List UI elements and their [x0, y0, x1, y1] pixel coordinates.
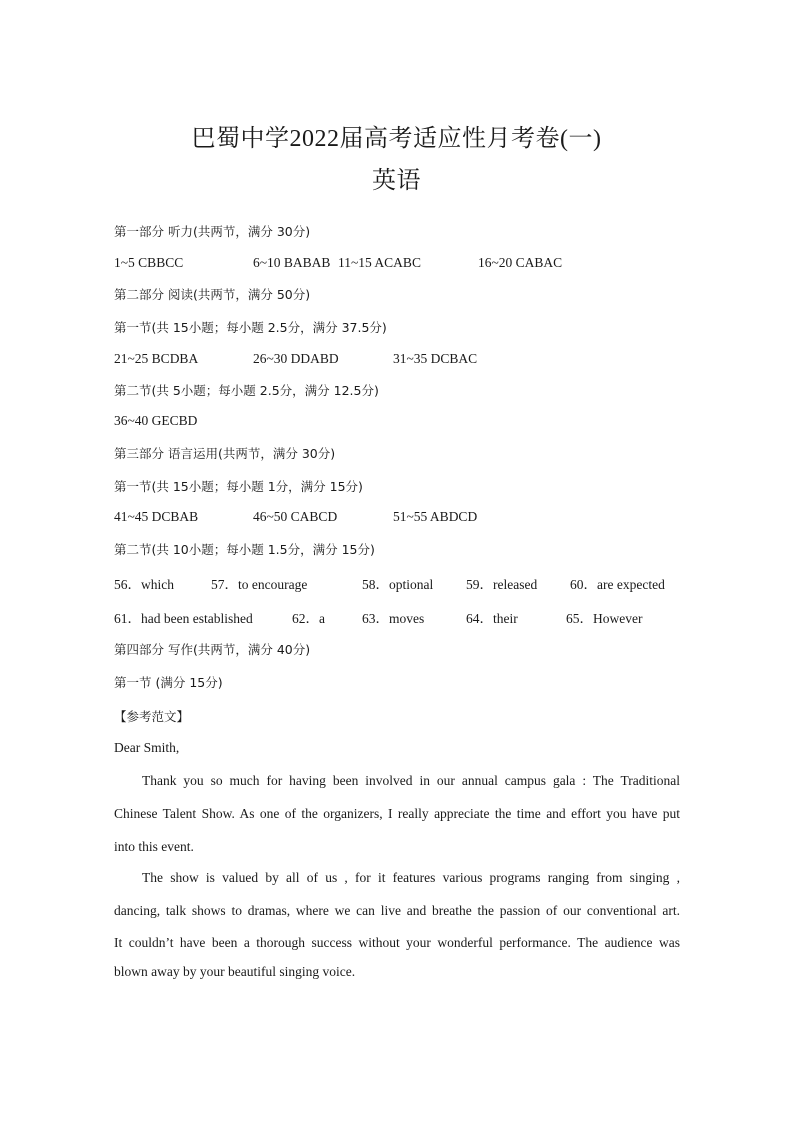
answer-group: 51~55 ABDCD — [393, 509, 478, 524]
answer-group: 36~40 GECBD — [114, 413, 198, 428]
part3-heading: 第三部分 语言运用(共两节，满分 30分) — [114, 446, 336, 461]
essay-line: dancing, talk shows to dramas, where we can live and breathe the passion of our conventional art. — [114, 903, 680, 918]
answer-group: 16~20 CABAC — [478, 255, 563, 270]
part3-section2-heading: 第二节(共 10小题；每小题 1.5分，满分 15分) — [114, 542, 375, 557]
page-title: 巴蜀中学2022届高考适应性月考卷(一) — [191, 126, 602, 152]
part1-heading: 第一部分 听力(共两节，满分 30分) — [114, 224, 311, 239]
answer-group: 31~35 DCBAC — [393, 351, 478, 366]
answer-item: 57．to encourage — [211, 577, 308, 592]
answer-group: 6~10 BABAB — [253, 255, 331, 270]
sample-essay-label: 【参考范文】 — [114, 709, 190, 724]
answer-item: 60．are expected — [570, 577, 665, 592]
subject-title: 英语 — [372, 168, 421, 194]
answer-item: 62．a — [292, 611, 325, 626]
part2-heading: 第二部分 阅读(共两节，满分 50分) — [114, 287, 311, 302]
answer-group: 46~50 CABCD — [253, 509, 338, 524]
answer-item: 61．had been established — [114, 611, 253, 626]
answer-item: 64．their — [466, 611, 518, 626]
answer-item: 56．which — [114, 577, 174, 592]
essay-line: It couldn’t have been a thorough success without your wonderful performance. The audience was — [114, 935, 680, 950]
answer-item: 65．However — [566, 611, 643, 626]
answer-item: 58．optional — [362, 577, 434, 592]
answer-group: 11~15 ACABC — [338, 255, 421, 270]
answer-group: 1~5 CBBCC — [114, 255, 184, 270]
part4-heading: 第四部分 写作(共两节，满分 40分) — [114, 642, 311, 657]
part2-section2-heading: 第二节(共 5小题；每小题 2.5分，满分 12.5分) — [114, 383, 379, 398]
answer-group: 26~30 DDABD — [253, 351, 339, 366]
part4-section1-heading: 第一节 (满分 15分) — [114, 675, 223, 690]
essay-line: blown away by your beautiful singing voice. — [114, 964, 356, 979]
essay-line: The show is valued by all of us , for it features various programs ranging from singing , — [142, 870, 680, 885]
answer-item: 59．released — [466, 577, 538, 592]
part3-section1-heading: 第一节(共 15小题；每小题 1分，满分 15分) — [114, 479, 363, 494]
answer-group: 41~45 DCBAB — [114, 509, 199, 524]
essay-line: into this event. — [114, 839, 194, 854]
letter-salutation: Dear Smith, — [114, 740, 180, 755]
essay-line: Thank you so much for having been involved in our annual campus gala : The Traditional — [142, 773, 680, 788]
part2-section1-heading: 第一节(共 15小题；每小题 2.5分，满分 37.5分) — [114, 320, 387, 335]
answer-item: 63．moves — [362, 611, 425, 626]
essay-line: Chinese Talent Show. As one of the organizers, I really appreciate the time and effort you have put — [114, 806, 680, 821]
answer-group: 21~25 BCDBA — [114, 351, 199, 366]
